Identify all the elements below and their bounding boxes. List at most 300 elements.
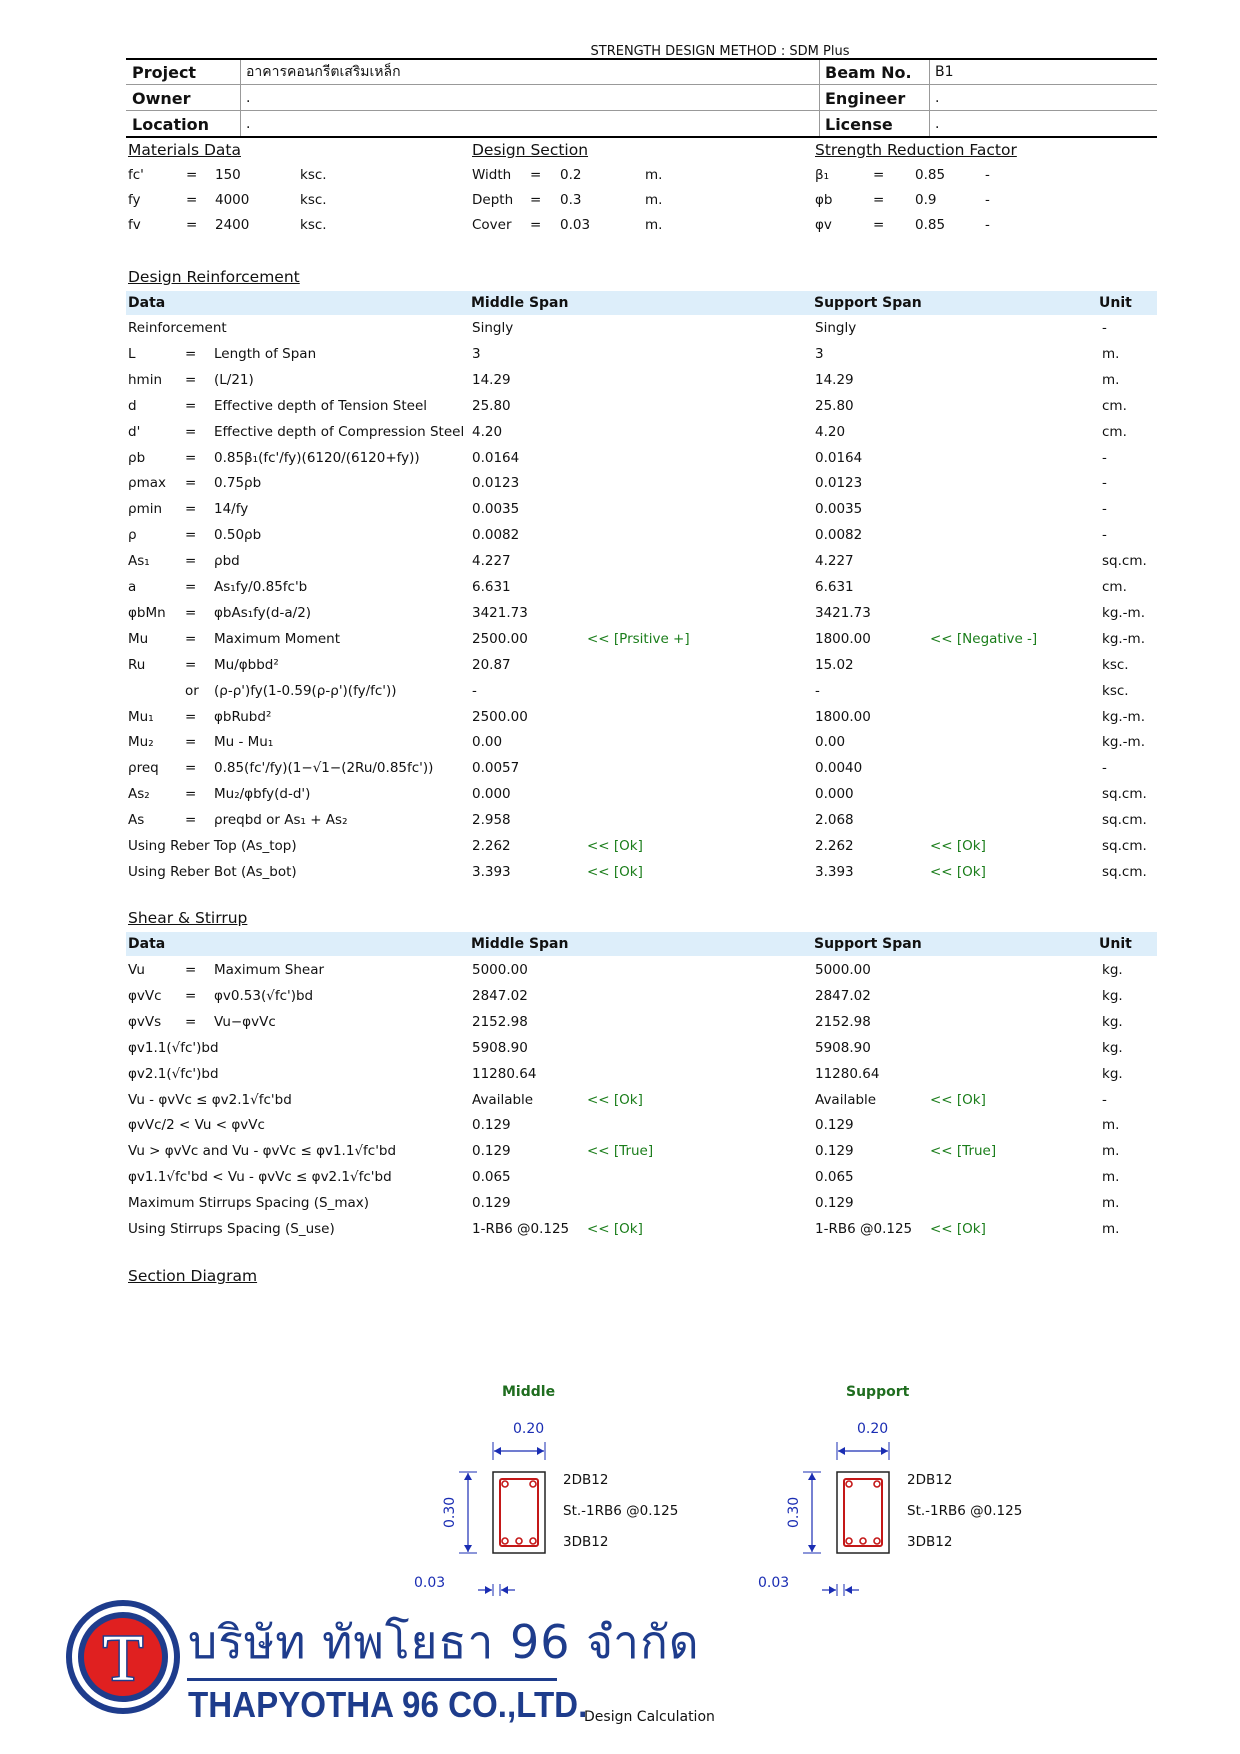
beam-no-value: B1: [935, 64, 954, 80]
materials-equals: =: [186, 167, 198, 183]
col-middle-header: Middle Span: [471, 295, 569, 311]
table-row: [0, 605, 1240, 631]
row-operator: =: [185, 604, 197, 621]
row-symbol: ρ: [128, 527, 137, 544]
middle-value: 0.0123: [472, 475, 520, 492]
support-value: 2847.02: [815, 987, 871, 1004]
support-value: 3: [815, 345, 824, 362]
row-symbol: L: [128, 345, 136, 362]
col-unit-header: Unit: [1099, 936, 1132, 952]
row-formula: φbRubd²: [214, 708, 272, 725]
arrow-head: [464, 1545, 472, 1552]
support-value: 1-RB6 @0.125: [815, 1221, 913, 1237]
row-unit: m.: [1102, 1117, 1120, 1134]
row-symbol: As₁: [128, 553, 150, 570]
table-row: [0, 320, 1240, 346]
materials-equals: =: [186, 217, 198, 233]
support-value: 0.000: [815, 786, 854, 803]
table-row: [0, 657, 1240, 683]
location-value: .: [246, 116, 251, 132]
table-row: [0, 1143, 1240, 1169]
support-value: 14.29: [815, 371, 854, 388]
row-unit: -: [1102, 501, 1107, 518]
row-symbol: As: [128, 812, 145, 829]
row-unit: cm.: [1102, 397, 1127, 414]
row-operator: =: [185, 656, 197, 673]
row-symbol: Using Reber Bot (As_bot): [128, 863, 297, 880]
row-operator: =: [185, 786, 197, 803]
middle-value: 3: [472, 345, 481, 362]
table-row: [0, 1117, 1240, 1143]
top-bar-label: 2DB12: [907, 1472, 953, 1488]
design-calculation-caption: Design Calculation: [584, 1709, 715, 1725]
design_section-equals: =: [530, 167, 542, 183]
row-formula: Mu₂/φbfy(d-d'): [214, 786, 311, 803]
support-value: 5908.90: [815, 1039, 871, 1056]
support-value: 0.0082: [815, 527, 863, 544]
support-value: 0.0123: [815, 475, 863, 492]
row-unit: -: [1102, 320, 1107, 336]
design_section-equals: =: [530, 217, 542, 233]
row-unit: sq.cm.: [1102, 838, 1147, 854]
middle-value: 11280.64: [472, 1065, 537, 1082]
row-unit: -: [1102, 527, 1107, 544]
materials-value: 4000: [215, 192, 250, 208]
materials-value: 2400: [215, 217, 250, 233]
reinforcement-title: Design Reinforcement: [128, 268, 300, 286]
middle-check: << [Ok]: [587, 863, 643, 880]
middle-value: 20.87: [472, 656, 511, 673]
design_section-unit: m.: [645, 192, 663, 208]
support-value: 1800.00: [815, 630, 871, 647]
row-operator: =: [185, 708, 197, 725]
company-divider: [187, 1678, 557, 1681]
row-formula: As₁fy/0.85fc'b: [214, 579, 308, 595]
col-support-header: Support Span: [814, 295, 922, 311]
design_section-unit: m.: [645, 167, 663, 183]
arrow-head: [838, 1447, 845, 1455]
row-operator: =: [185, 987, 197, 1004]
row-operator: =: [185, 345, 197, 362]
row-unit: kg.: [1102, 1013, 1123, 1030]
row-formula: 0.75ρb: [214, 475, 262, 492]
stirrup-label: St.-1RB6 @0.125: [563, 1503, 679, 1519]
table-row: [0, 786, 1240, 812]
row-formula: ρbd: [214, 553, 240, 570]
row-formula: Effective depth of Compression Steel: [214, 423, 465, 440]
row-operator: =: [185, 501, 197, 518]
materials-unit: ksc.: [300, 217, 327, 233]
support-value: 3421.73: [815, 604, 871, 621]
arrow-head: [845, 1586, 852, 1594]
row-operator: =: [185, 734, 197, 751]
row-symbol: φv2.1(√fc')bd: [128, 1065, 219, 1082]
support-value: 5000.00: [815, 962, 871, 978]
table-row: [0, 1040, 1240, 1066]
table-row: [0, 579, 1240, 605]
row-operator: =: [185, 423, 197, 440]
support-value: 0.129: [815, 1143, 854, 1160]
arrow-head: [829, 1586, 836, 1594]
middle-value: 3421.73: [472, 604, 528, 621]
row-formula: (L/21): [214, 371, 254, 388]
company-name-english: THAPYOTHA 96 CO.,LTD.: [188, 1684, 588, 1725]
support-value: 3.393: [815, 863, 854, 880]
middle-value: Singly: [472, 320, 514, 336]
materials-title: Materials Data: [128, 141, 241, 159]
width-dimension-label: 0.20: [513, 1421, 545, 1437]
middle-value: 2500.00: [472, 630, 528, 647]
support-value: 4.227: [815, 553, 854, 570]
row-symbol: Vu > φvVc and Vu - φvVc ≤ φv1.1√fc'bd: [128, 1143, 397, 1160]
row-operator: =: [185, 760, 197, 777]
arrow-head: [485, 1586, 492, 1594]
table-row: [0, 1066, 1240, 1092]
row-symbol: Vu: [128, 962, 145, 978]
support-value: 0.129: [815, 1195, 854, 1212]
row-symbol: φbMn: [128, 604, 166, 621]
arrow-head: [537, 1447, 544, 1455]
support-value: Singly: [815, 320, 857, 336]
table-row: [0, 812, 1240, 838]
support-check: << [Ok]: [930, 1221, 986, 1237]
row-unit: cm.: [1102, 423, 1127, 440]
reduction-unit: -: [985, 217, 990, 233]
middle-value: -: [472, 682, 477, 699]
bottom-bar-label: 3DB12: [563, 1534, 609, 1550]
design_section-symbol: Width: [472, 167, 512, 183]
row-symbol: Mu: [128, 630, 149, 647]
table-row: [0, 864, 1240, 890]
table-row: [0, 962, 1240, 988]
design_section-symbol: Cover: [472, 217, 512, 233]
middle-check: << [Ok]: [587, 1221, 643, 1237]
row-unit: m.: [1102, 371, 1120, 388]
col-middle-header: Middle Span: [471, 936, 569, 952]
section-diagram-title: Section Diagram: [128, 1267, 258, 1285]
row-unit: sq.cm.: [1102, 553, 1147, 570]
design_section-value: 0.2: [560, 167, 582, 183]
middle-value: 4.20: [472, 423, 503, 440]
row-unit: kg.-m.: [1102, 734, 1145, 751]
col-support-header: Support Span: [814, 936, 922, 952]
support-value: 0.00: [815, 734, 846, 751]
bottom-bar-label: 3DB12: [907, 1534, 953, 1550]
row-unit: kg.-m.: [1102, 630, 1145, 647]
table-row: [0, 398, 1240, 424]
shear-title: Shear & Stirrup: [128, 909, 248, 927]
reduction-value: 0.9: [915, 192, 937, 208]
middle-value: 3.393: [472, 863, 511, 880]
support-check: << [Negative -]: [930, 630, 1038, 647]
middle-value: 2847.02: [472, 987, 528, 1004]
arrow-head: [501, 1586, 508, 1594]
row-formula: Effective depth of Tension Steel: [214, 397, 428, 414]
middle-value: 2500.00: [472, 708, 528, 725]
support-value: 2.068: [815, 812, 854, 829]
table-row: [0, 734, 1240, 760]
location-label: Location: [132, 115, 209, 134]
row-operator: =: [185, 371, 197, 388]
middle-check: << [Ok]: [587, 1091, 643, 1108]
row-unit: sq.cm.: [1102, 863, 1147, 880]
middle-value: 2.262: [472, 838, 511, 854]
row-symbol: ρb: [128, 449, 146, 466]
support-value: 0.0040: [815, 760, 863, 777]
row-symbol: Reinforcement: [128, 320, 227, 336]
arrow-head: [808, 1473, 816, 1480]
support-value: -: [815, 682, 820, 699]
row-unit: m.: [1102, 345, 1120, 362]
row-symbol: Using Stirrups Spacing (S_use): [128, 1221, 335, 1237]
table-row: [0, 1221, 1240, 1247]
support-value: 11280.64: [815, 1065, 880, 1082]
middle-value: 5000.00: [472, 962, 528, 978]
row-symbol: Mu₂: [128, 734, 154, 751]
row-operator: or: [185, 682, 199, 699]
row-symbol: φvVc: [128, 987, 162, 1004]
row-symbol: a: [128, 579, 137, 595]
row-formula: Maximum Shear: [214, 962, 325, 978]
middle-value: 0.129: [472, 1195, 511, 1212]
row-unit: kg.: [1102, 1039, 1123, 1056]
middle-value: 0.0035: [472, 501, 520, 518]
row-operator: =: [185, 962, 197, 978]
materials-equals: =: [186, 192, 198, 208]
reduction-symbol: β₁: [815, 167, 830, 183]
row-unit: -: [1102, 760, 1107, 777]
row-unit: kg.: [1102, 987, 1123, 1004]
owner-value: .: [246, 90, 251, 106]
row-unit: kg.: [1102, 1065, 1123, 1082]
row-unit: m.: [1102, 1143, 1120, 1160]
project-value: อาคารคอนกรีตเสริมเหล็ก: [246, 64, 401, 80]
row-operator: =: [185, 553, 197, 570]
support-value: 4.20: [815, 423, 846, 440]
row-operator: =: [185, 630, 197, 647]
depth-dimension-label: 0.30: [442, 1496, 458, 1528]
support-value: 0.0164: [815, 449, 863, 466]
row-symbol: ρreq: [128, 760, 159, 777]
document-title: STRENGTH DESIGN METHOD : SDM Plus: [590, 44, 850, 59]
middle-check: << [Ok]: [587, 838, 643, 854]
materials-symbol: fy: [128, 192, 141, 208]
support-value: 25.80: [815, 397, 854, 414]
row-unit: kg.-m.: [1102, 604, 1145, 621]
cover-dimension-label: 0.03: [414, 1575, 446, 1591]
table-row: [0, 631, 1240, 657]
table-row: [0, 1195, 1240, 1221]
table-row: [0, 1014, 1240, 1040]
table-row: [0, 1092, 1240, 1118]
middle-value: 5908.90: [472, 1039, 528, 1056]
row-symbol: Using Reber Top (As_top): [128, 838, 297, 854]
reduction-symbol: φv: [815, 217, 832, 233]
owner-label: Owner: [132, 89, 191, 108]
row-unit: sq.cm.: [1102, 786, 1147, 803]
materials-unit: ksc.: [300, 167, 327, 183]
middle-value: 14.29: [472, 371, 511, 388]
table-row: [0, 709, 1240, 735]
row-formula: 0.85(fc'/fy)(1−√1−(2Ru/0.85fc')): [214, 760, 434, 777]
row-unit: -: [1102, 475, 1107, 492]
top-bar-label: 2DB12: [563, 1472, 609, 1488]
row-unit: kg.-m.: [1102, 708, 1145, 725]
depth-dimension-label: 0.30: [786, 1496, 802, 1528]
stirrup-label: St.-1RB6 @0.125: [907, 1503, 1023, 1519]
row-formula: Vu−φvVc: [214, 1013, 276, 1030]
row-symbol: φv1.1(√fc')bd: [128, 1039, 219, 1056]
middle-value: 2152.98: [472, 1013, 528, 1030]
table-row: [0, 346, 1240, 372]
row-operator: =: [185, 1013, 197, 1030]
middle-value: 0.0082: [472, 527, 520, 544]
table-row: [0, 527, 1240, 553]
beam-section-drawing: [780, 1430, 900, 1620]
table-row: [0, 553, 1240, 579]
arrow-head: [881, 1447, 888, 1455]
header-row-owner: [126, 86, 1157, 111]
arrow-head: [494, 1447, 501, 1455]
materials-symbol: fv: [128, 217, 141, 233]
arrow-head: [464, 1473, 472, 1480]
row-formula: Maximum Moment: [214, 630, 341, 647]
beam-section-drawing: [436, 1430, 556, 1620]
middle-value: 0.065: [472, 1169, 511, 1186]
table-row: [0, 838, 1240, 864]
project-label: Project: [132, 63, 197, 82]
row-symbol: ρmax: [128, 475, 166, 492]
arrow-head: [808, 1545, 816, 1552]
middle-check: << [Prsitive +]: [587, 630, 690, 647]
support-value: 0.129: [815, 1117, 854, 1134]
reduction-title: Strength Reduction Factor: [815, 141, 1017, 159]
middle-value: 0.0057: [472, 760, 520, 777]
header-table: [126, 58, 1157, 138]
middle-value: 4.227: [472, 553, 511, 570]
engineer-value: .: [935, 90, 940, 106]
row-symbol: Ru: [128, 656, 146, 673]
row-symbol: φvVc/2 < Vu < φvVc: [128, 1117, 265, 1134]
row-formula: φbAs₁fy(d-a/2): [214, 604, 312, 621]
row-unit: -: [1102, 449, 1107, 466]
row-unit: m.: [1102, 1221, 1120, 1237]
logo-letter: T: [102, 1622, 144, 1695]
row-symbol: d': [128, 423, 141, 440]
row-symbol: As₂: [128, 786, 150, 803]
design_section-equals: =: [530, 192, 542, 208]
row-unit: ksc.: [1102, 682, 1129, 699]
support-value: Available: [815, 1091, 877, 1108]
row-formula: ρreqbd or As₁ + As₂: [214, 812, 348, 829]
support-check: << [Ok]: [930, 838, 986, 854]
support-value: 2.262: [815, 838, 854, 854]
row-operator: =: [185, 812, 197, 829]
row-unit: cm.: [1102, 579, 1127, 595]
reduction-equals: =: [873, 167, 885, 183]
design_section-unit: m.: [645, 217, 663, 233]
middle-check: << [True]: [587, 1143, 654, 1160]
materials-symbol: fc': [128, 167, 144, 183]
license-value: .: [935, 116, 940, 132]
row-unit: m.: [1102, 1195, 1120, 1212]
col-unit-header: Unit: [1099, 295, 1132, 311]
materials-value: 150: [215, 167, 241, 183]
row-symbol: ρmin: [128, 501, 163, 518]
table-row: [0, 1169, 1240, 1195]
design-section-title: Design Section: [472, 141, 589, 159]
diagram-label: Support: [846, 1384, 910, 1400]
design_section-value: 0.3: [560, 192, 582, 208]
middle-value: 0.129: [472, 1143, 511, 1160]
middle-value: 0.0164: [472, 449, 520, 466]
table-row: [0, 475, 1240, 501]
row-symbol: Mu₁: [128, 708, 154, 725]
middle-value: 0.000: [472, 786, 511, 803]
support-value: 15.02: [815, 656, 854, 673]
support-check: << [Ok]: [930, 863, 986, 880]
row-symbol: φvVs: [128, 1013, 162, 1030]
reduction-unit: -: [985, 167, 990, 183]
support-value: 2152.98: [815, 1013, 871, 1030]
reduction-equals: =: [873, 217, 885, 233]
reduction-symbol: φb: [815, 192, 833, 208]
row-formula: Mu/φbbd²: [214, 656, 279, 673]
table-row: [0, 372, 1240, 398]
row-symbol: Vu - φvVc ≤ φv2.1√fc'bd: [128, 1091, 292, 1108]
cover-dimension-label: 0.03: [758, 1575, 790, 1591]
row-operator: =: [185, 475, 197, 492]
middle-value: 25.80: [472, 397, 511, 414]
row-unit: ksc.: [1102, 656, 1129, 673]
row-symbol: φv1.1√fc'bd < Vu - φvVc ≤ φv2.1√fc'bd: [128, 1169, 392, 1186]
company-name-thai: บริษัท ทัพโยธา 96 จำกัด: [188, 1615, 700, 1669]
table-row: [0, 988, 1240, 1014]
row-operator: =: [185, 527, 197, 544]
license-label: License: [825, 115, 893, 134]
row-unit: kg.: [1102, 962, 1123, 978]
support-check: << [True]: [930, 1143, 997, 1160]
engineer-label: Engineer: [825, 89, 906, 108]
row-operator: =: [185, 449, 197, 466]
middle-value: 0.00: [472, 734, 503, 751]
row-formula: Length of Span: [214, 345, 317, 362]
row-operator: =: [185, 397, 197, 414]
middle-value: Available: [472, 1091, 534, 1108]
diagram-label: Middle: [502, 1384, 556, 1400]
row-symbol: hmin: [128, 371, 163, 388]
support-check: << [Ok]: [930, 1091, 986, 1108]
middle-value: 1-RB6 @0.125: [472, 1221, 570, 1237]
design_section-value: 0.03: [560, 217, 591, 233]
row-symbol: Maximum Stirrups Spacing (S_max): [128, 1195, 370, 1212]
row-unit: -: [1102, 1091, 1107, 1108]
table-row: [0, 450, 1240, 476]
reduction-value: 0.85: [915, 217, 946, 233]
table-row: [0, 760, 1240, 786]
width-dimension-label: 0.20: [857, 1421, 889, 1437]
support-value: 1800.00: [815, 708, 871, 725]
materials-unit: ksc.: [300, 192, 327, 208]
reduction-unit: -: [985, 192, 990, 208]
design_section-symbol: Depth: [472, 192, 514, 208]
reduction-value: 0.85: [915, 167, 946, 183]
table-row: [0, 424, 1240, 450]
table-row: [0, 683, 1240, 709]
col-data-header: Data: [128, 936, 166, 952]
row-formula: 0.85β₁(fc'/fy)(6120/(6120+fy)): [214, 449, 420, 466]
middle-value: 0.129: [472, 1117, 511, 1134]
